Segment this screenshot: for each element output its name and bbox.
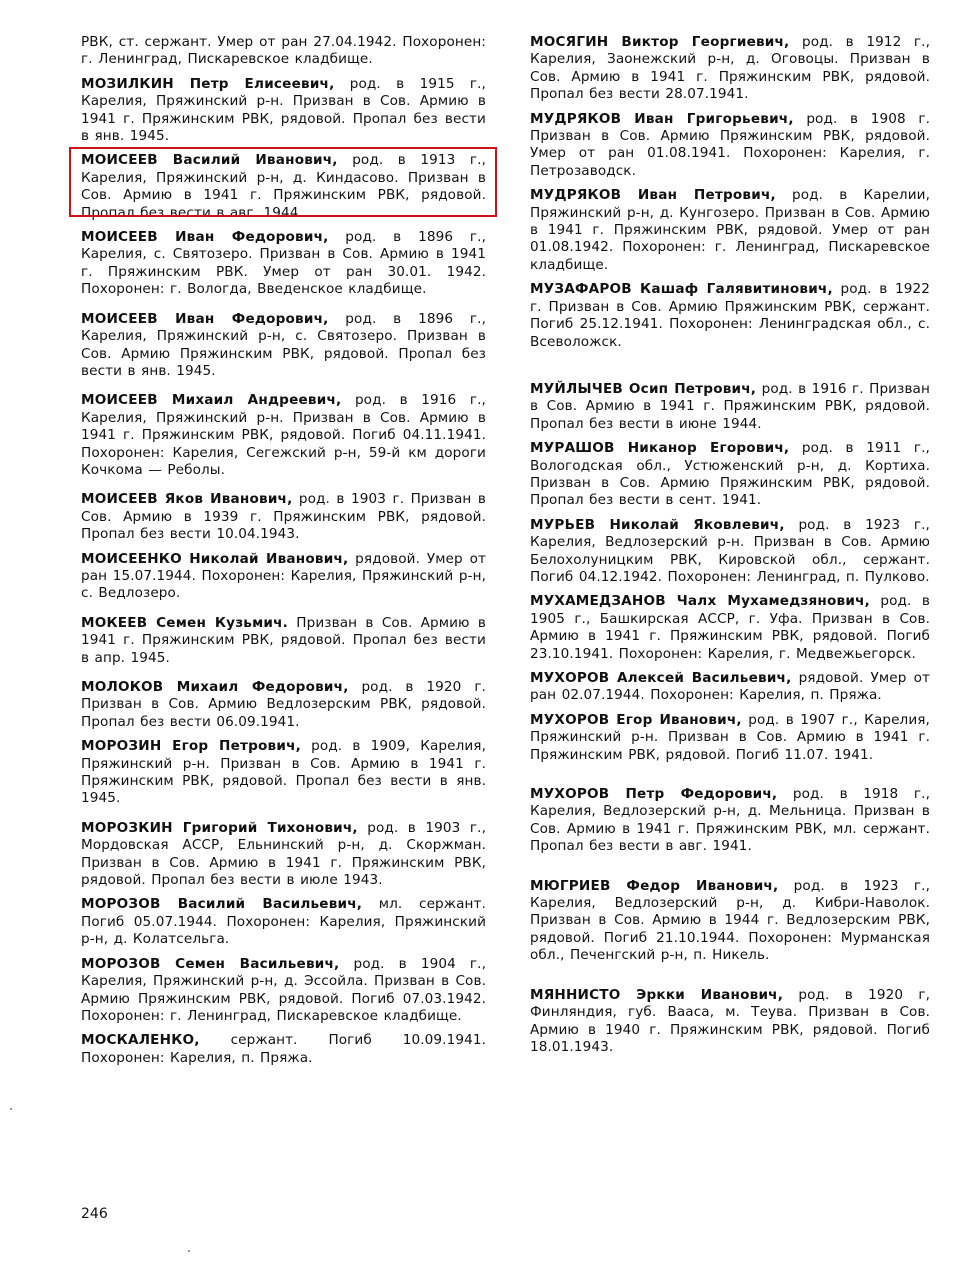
entry-right-6: МУРЬЕВ Николай Яковлевич, род. в 1923 г., Карелия, Ведлозерский р-н. Призван в Сов. Армию Белохолуницким РВК, Кировской обл., сержант. Погиб 04.12.1942. Похоронен: Ленинград, п. Пулково. — [530, 516, 930, 585]
highlight-box — [69, 147, 497, 217]
entry-right-9: МУХОРОВ Егор Иванович, род. в 1907 г., Карелия, Пряжинский р-н. Призван в Сов. Армию в 1941 г. Пряжинским РВК, рядовой. Погиб 11.07. 1941. — [530, 711, 930, 763]
entry-left-7: МОИСЕЕНКО Николай Иванович, рядовой. Умер от ран 15.07.1944. Похоронен: Карелия, Пряжинский р-н, с. Ведлозеро. — [81, 550, 487, 602]
entry-left-14: МОСКАЛЕНКО, сержант. Погиб 10.09.1941. Похоронен: Карелия, п. Пряжа. — [81, 1032, 486, 1066]
entry-left-12: МОРОЗОВ Василий Васильевич, мл. сержант. Погиб 05.07.1944. Похоронен: Карелия, Пряжинский р-н, д. Колатсельга. — [81, 896, 486, 948]
entry-right-1: МУДРЯКОВ Иван Григорьевич, род. в 1908 г. Призван в Сов. Армию Пряжинским РВК, рядовой. Умер от ран 01.08.1941. Похоронен: Карелия, г. Петрозаводск. — [530, 110, 930, 179]
right-column — [530, 34, 930, 1063]
entry-right-11: МЮГРИЕВ Федор Иванович, род. в 1923 г., Карелия, Ведлозерский р-н, д. Кибри-Наволок. Призван в Сов. Армию в 1944 г. Ведлозерским РВК, рядовой. Погиб 21.10.1944. Похоронен: Мурманская обл., Печенгский р-н, п. Никель. — [530, 877, 930, 964]
entry-left-4: МОИСЕЕВ Иван Федорович, род. в 1896 г., Карелия, Пряжинский р-н, с. Святозеро. Призван в Сов. Армию Пряжинским РВК, рядовой. Пропал без вести в янв. 1945. — [81, 310, 486, 379]
entry-left-10: МОРОЗИН Егор Петрович, род. в 1909, Карелия, Пряжинский р-н. Призван в Сов. Армию в 1941 г. Пряжинским РВК, рядовой. Пропал без вести в янв. 1945. — [81, 738, 486, 807]
entry-right-12: МЯННИСТО Эркки Иванович, род. в 1920 г, Финляндия, губ. Вааса, м. Теува. Призван в Сов. Армию в 1940 г. Пряжинским РВК, рядовой. Погиб 18.01.1943. — [530, 986, 930, 1055]
entry-left-2: МОИСЕЕВ Василий Иванович, род. в 1913 г., Карелия, Пряжинский р-н, д. Киндасово. Призван в Сов. Армию в 1941 г. Пряжинским РВК, рядовой. Пропал без вести в авг. 1944. — [81, 152, 486, 221]
page-number: 246 — [81, 1206, 108, 1222]
scan-speck — [10, 1108, 12, 1110]
entry-left-13: МОРОЗОВ Семен Васильевич, род. в 1904 г., Карелия, Пряжинский р-н, д. Эссойла. Призван в Сов. Армию Пряжинским РВК, рядовой. Погиб 07.03.1942. Похоронен: г. Ленинград, Пискаревское кладбище. — [81, 955, 486, 1024]
entry-left-6: МОИСЕЕВ Яков Иванович, род. в 1903 г. Призван в Сов. Армию в 1939 г. Пряжинским РВК, рядовой. Пропал без вести 10.04.1943. — [81, 491, 486, 543]
entry-right-8: МУХОРОВ Алексей Васильевич, рядовой. Умер от ран 02.07.1944. Похоронен: Карелия, п. Пряжа. — [530, 670, 931, 704]
entry-left-11: МОРОЗКИН Григорий Тихонович, род. в 1903 г., Мордовская АССР, Ельнинский р-н, д. Скоржман. Призван в Сов. Армию в 1941 г. Пряжинским РВК, рядовой. Пропал без вести в июле 1943. — [81, 819, 486, 889]
entry-left-9: МОЛОКОВ Михаил Федорович, род. в 1920 г. Призван в Сов. Армию Ведлозерским РВК, рядовой. Пропал без вести 06.09.1941. — [81, 679, 486, 730]
entry-left-5: МОИСЕЕВ Михаил Андреевич, род. в 1916 г., Карелия, Пряжинский р-н. Призван в Сов. Армию в 1941 г. Пряжинским РВК, рядовой. Погиб 04.11.1941. Похоронен: Карелия, Сегежский р-н, 59-й км дороги Кочкома — Реболы. — [81, 392, 486, 478]
entry-right-3: МУЗАФАРОВ Кашаф Галявитинович, род. в 1922 г. Призван в Сов. Армию Пряжинским РВК, сержант. Погиб 25.12.1941. Похоронен: Ленинградская обл., с. Всеволожск. — [530, 281, 931, 350]
scan-speck — [188, 1250, 190, 1252]
entry-left-1: МОЗИЛКИН Петр Елисеевич, род. в 1915 г., Карелия, Пряжинский р-н. Призван в Сов. Армию в 1941 г. Пряжинским РВК, рядовой. Пропал без вести в янв. 1945. — [81, 75, 486, 145]
entry-left-0: РВК, ст. сержант. Умер от ран 27.04.1942. Похоронен: г. Ленинград, Пискаревское кладбище. — [81, 34, 486, 68]
entry-left-3: МОИСЕЕВ Иван Федорович, род. в 1896 г., Карелия, с. Святозеро. Призван в Сов. Армию в 1941 г. Пряжинским РВК. Умер от ран 30.01. 1942. Похоронен: г. Вологда, Введенское кладбище. — [81, 229, 486, 298]
entry-right-10: МУХОРОВ Петр Федорович, род. в 1918 г., Карелия, Ведлозерский р-н, д. Мельница. Призван в Сов. Армию в 1941 г. Пряжинским РВК, мл. сержант. Пропал без вести в авг. 1941. — [530, 786, 930, 855]
entry-right-5: МУРАШОВ Никанор Егорович, род. в 1911 г., Вологодская обл., Устюженский р-н, д. Кортиха. Призван в Сов. Армию Пряжинским РВК, рядовой. Пропал без вести в сент. 1941. — [530, 440, 930, 509]
entry-right-7: МУХАМЕДЗАНОВ Чалх Мухамедзянович, род. в 1905 г., Башкирская АССР, г. Уфа. Призван в Сов. Армию в 1941 г. Пряжинским РВК, рядовой. Погиб 23.10.1941. Похоронен: Карелия, г. Медвежьегорск. — [530, 593, 930, 662]
entry-left-8: МОКЕЕВ Семен Кузьмич. Призван в Сов. Армию в 1941 г. Пряжинским РВК, рядовой. Пропал без вести в апр. 1945. — [81, 614, 486, 666]
entry-right-0: МОСЯГИН Виктор Георгиевич, род. в 1912 г., Карелия, Заонежский р-н, д. Оговоцы. Призван в Сов. Армию в 1941 г. Пряжинским РВК, рядовой. Пропал без вести 28.07.1941. — [530, 34, 930, 103]
entry-right-4: МУЙЛЫЧЕВ Осип Петрович, род. в 1916 г. Призван в Сов. Армию в 1941 г. Пряжинским РВК, рядовой. Пропал без вести в июне 1944. — [530, 380, 930, 432]
entry-right-2: МУДРЯКОВ Иван Петрович, род. в Карелии, Пряжинский р-н, д. Кунгозеро. Призван в Сов. Армию в 1941 г. Пряжинским РВК, рядовой. Умер от ран 01.08.1942. Похоронен: г. Ленинград, Пискаревское кладбище. — [530, 187, 930, 273]
